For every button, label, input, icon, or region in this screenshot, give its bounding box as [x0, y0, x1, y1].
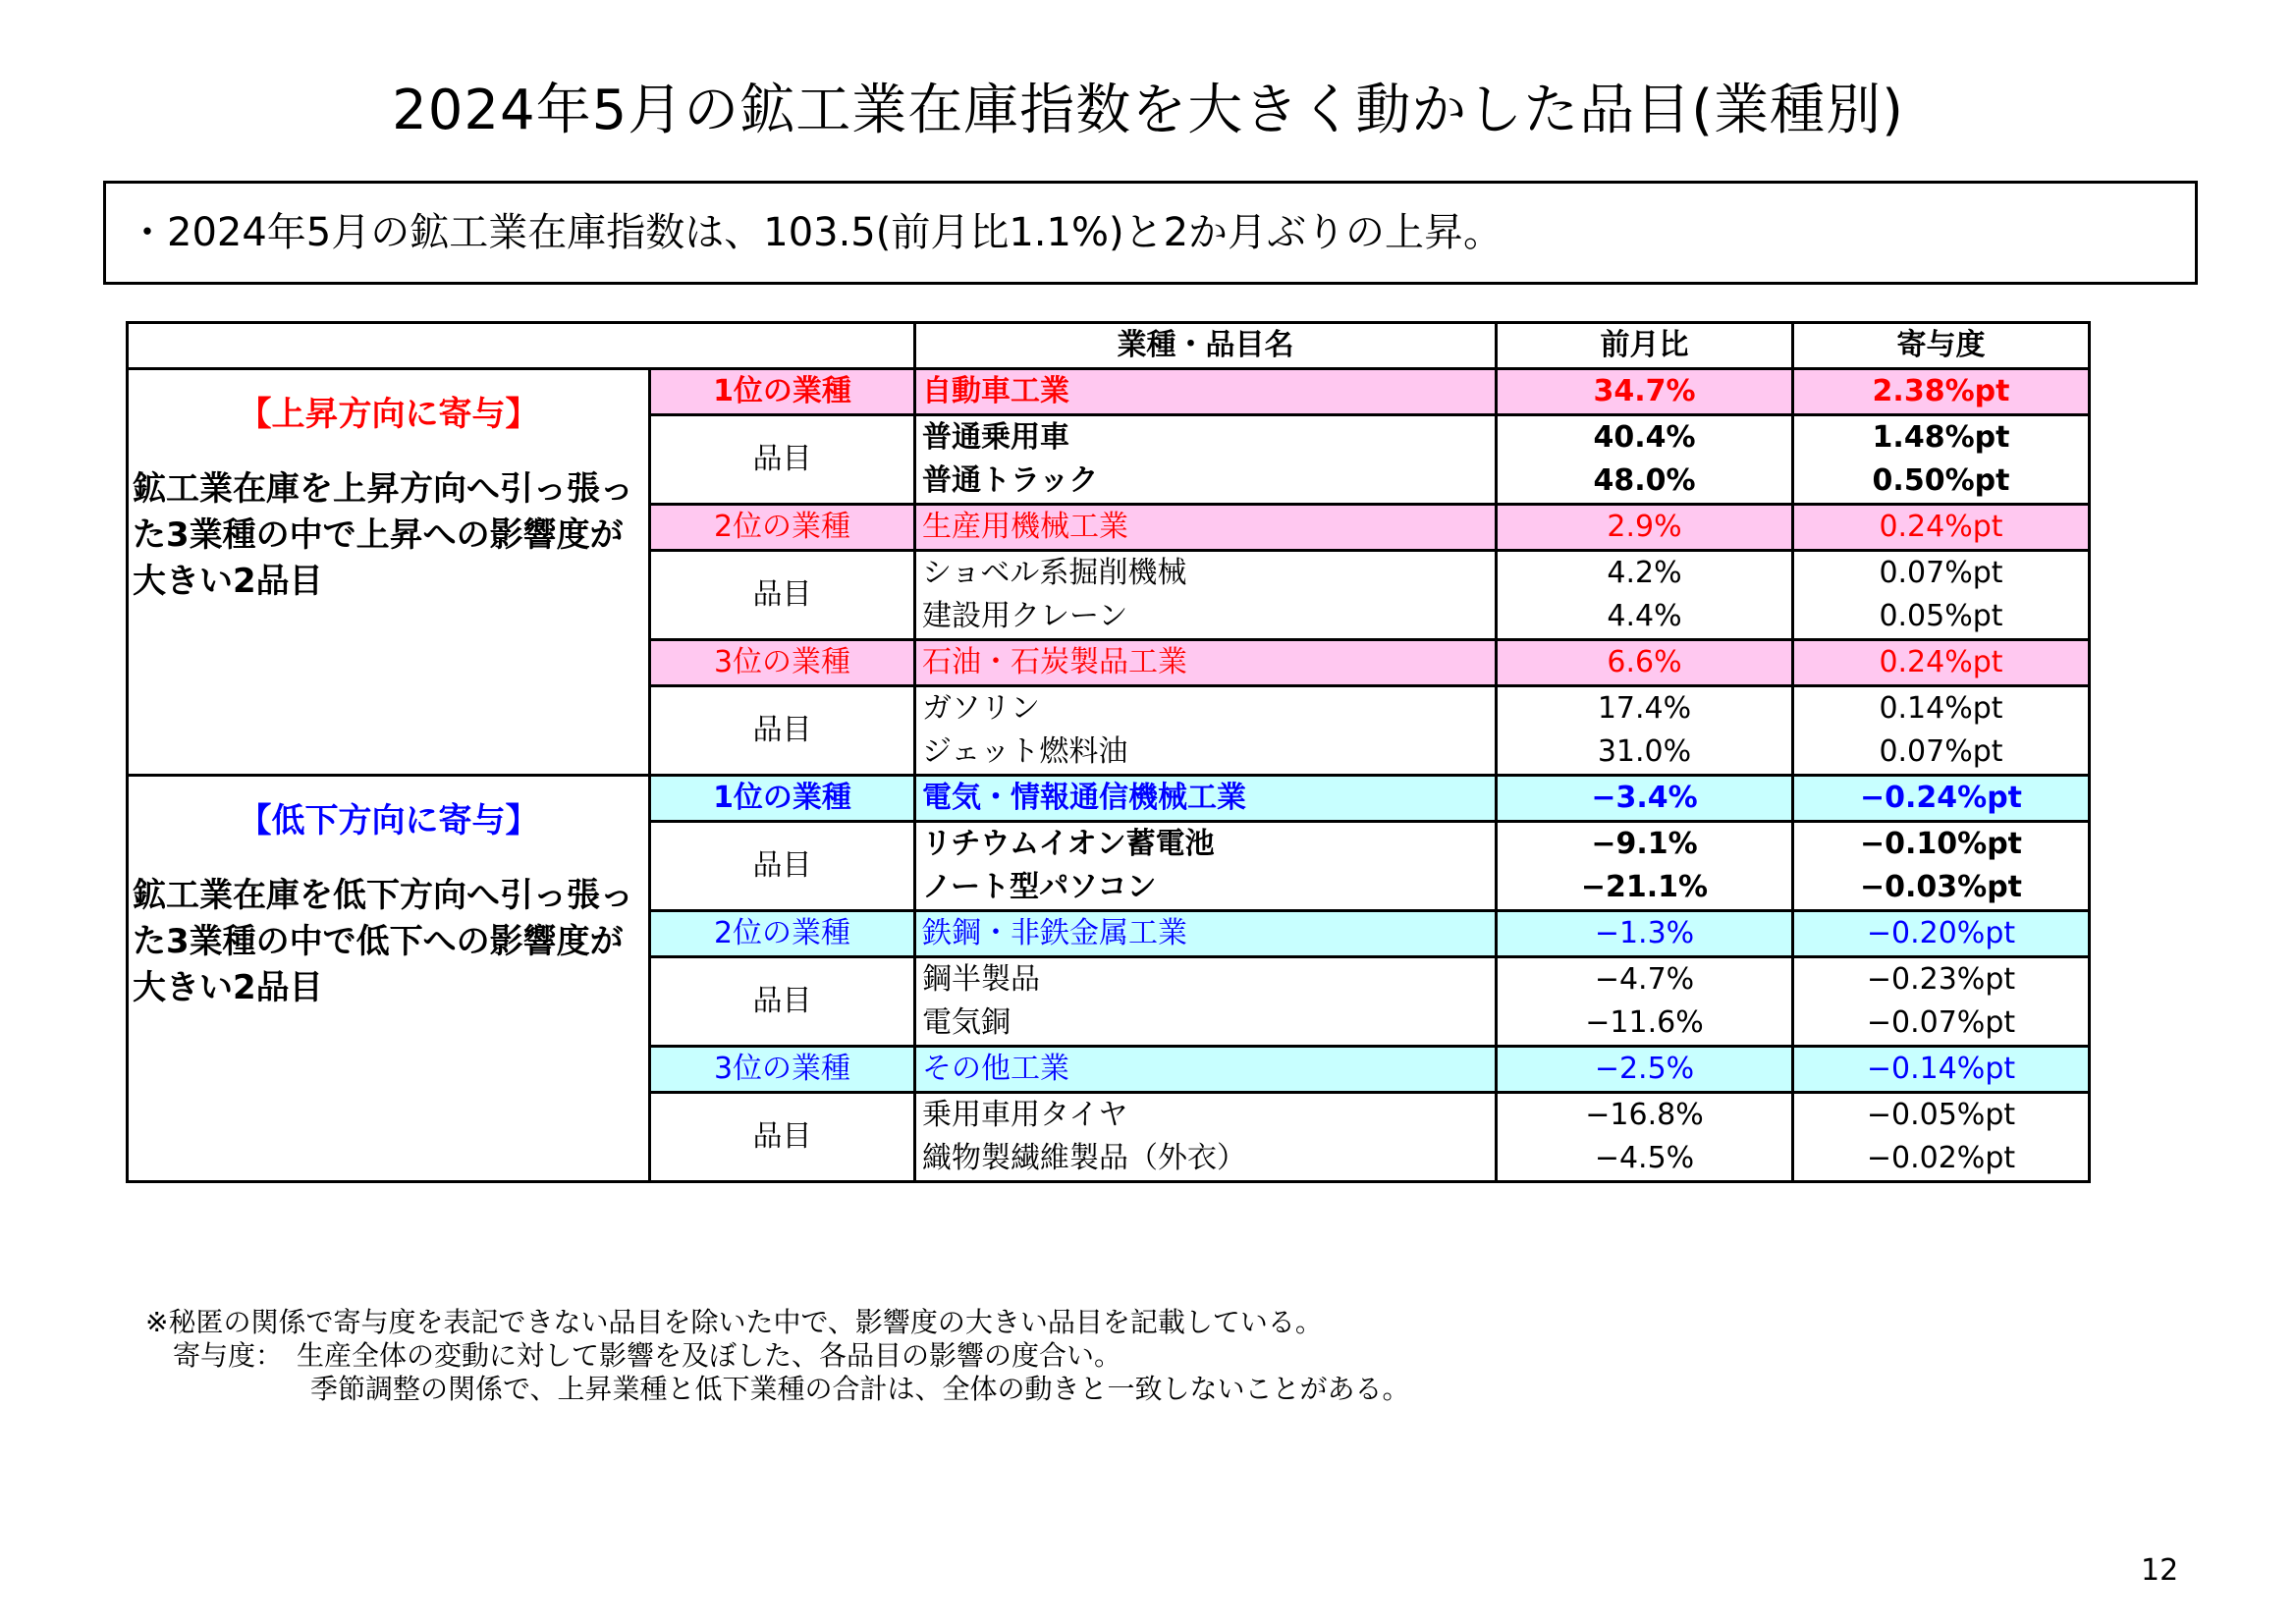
- table-header-row: [128, 323, 2090, 369]
- item-label: 品目: [650, 686, 915, 776]
- page-number: 12: [2141, 1553, 2179, 1588]
- item-contrib: 0.05%pt: [1793, 595, 2090, 640]
- industry-contrib: −0.24%pt: [1793, 776, 2090, 822]
- item-name: 建設用クレーン: [915, 595, 1497, 640]
- item-label: 品目: [650, 551, 915, 640]
- item-contrib: −0.03%pt: [1793, 866, 2090, 911]
- item-contrib: 0.50%pt: [1793, 460, 2090, 505]
- footnotes: [145, 1306, 1409, 1406]
- footnote-line: ※秘匿の関係で寄与度を表記できない品目を除いた中で、影響度の大きい品目を記載している。: [145, 1306, 1323, 1338]
- industry-mom: 2.9%: [1497, 505, 1793, 551]
- item-name: リチウムイオン蓄電池: [915, 822, 1497, 867]
- down-description: 鉱工業在庫を低下方向へ引っ張った3業種の中で低下への影響度が大きい2品目: [133, 876, 633, 1007]
- header-blank: [128, 323, 915, 369]
- item-name: ジェット燃料油: [915, 731, 1497, 776]
- item-mom: 48.0%: [1497, 460, 1793, 505]
- industry-mom: −2.5%: [1497, 1047, 1793, 1093]
- item-mom: 31.0%: [1497, 731, 1793, 776]
- item-contrib: 1.48%pt: [1793, 415, 2090, 460]
- industry-contrib: 0.24%pt: [1793, 505, 2090, 551]
- summary-box: ・2024年5月の鉱工業在庫指数は、103.5(前月比1.1%)と2か月ぶりの上昇。: [103, 181, 2198, 285]
- item-name: 電気銅: [915, 1001, 1497, 1047]
- industry-mom: 34.7%: [1497, 369, 1793, 415]
- item-name: ショベル系掘削機械: [915, 551, 1497, 596]
- industry-rank: 1位の業種: [650, 776, 915, 822]
- item-label: 品目: [650, 822, 915, 911]
- industry-name: 生産用機械工業: [915, 505, 1497, 551]
- item-mom: −16.8%: [1497, 1093, 1793, 1138]
- industry-contrib: −0.20%pt: [1793, 911, 2090, 957]
- header-mom: 前月比: [1497, 323, 1793, 369]
- item-label: 品目: [650, 1093, 915, 1182]
- industry-name: 自動車工業: [915, 369, 1497, 415]
- item-name: 普通乗用車: [915, 415, 1497, 460]
- industry-contrib: −0.14%pt: [1793, 1047, 2090, 1093]
- contribution-table: [126, 321, 2091, 1183]
- up-heading: 【上昇方向に寄与】: [238, 395, 539, 434]
- up-description: 鉱工業在庫を上昇方向へ引っ張った3業種の中で上昇への影響度が大きい2品目: [133, 469, 633, 601]
- item-name: 鋼半製品: [915, 957, 1497, 1002]
- industry-mom: −1.3%: [1497, 911, 1793, 957]
- item-contrib: 0.14%pt: [1793, 686, 2090, 731]
- item-mom: −4.7%: [1497, 957, 1793, 1002]
- header-name: 業種・品目名: [915, 323, 1497, 369]
- industry-name: 鉄鋼・非鉄金属工業: [915, 911, 1497, 957]
- industry-rank: 2位の業種: [650, 911, 915, 957]
- item-contrib: −0.23%pt: [1793, 957, 2090, 1002]
- item-contrib: 0.07%pt: [1793, 551, 2090, 596]
- industry-row: [128, 369, 2090, 415]
- item-name: 普通トラック: [915, 460, 1497, 505]
- footnote-line: 季節調整の関係で、上昇業種と低下業種の合計は、全体の動きと一致しないことがある。: [145, 1373, 1410, 1405]
- item-mom: −4.5%: [1497, 1137, 1793, 1182]
- down-heading: 【低下方向に寄与】: [238, 801, 539, 840]
- industry-row: [128, 776, 2090, 822]
- item-mom: 17.4%: [1497, 686, 1793, 731]
- item-name: ガソリン: [915, 686, 1497, 731]
- industry-contrib: 0.24%pt: [1793, 640, 2090, 686]
- item-mom: −9.1%: [1497, 822, 1793, 867]
- up-section-label: [128, 369, 650, 776]
- item-contrib: −0.02%pt: [1793, 1137, 2090, 1182]
- industry-name: 石油・石炭製品工業: [915, 640, 1497, 686]
- item-mom: −21.1%: [1497, 866, 1793, 911]
- item-contrib: −0.10%pt: [1793, 822, 2090, 867]
- item-label: 品目: [650, 957, 915, 1047]
- item-name: ノート型パソコン: [915, 866, 1497, 911]
- page-title: 2024年5月の鉱工業在庫指数を大きく動かした品目(業種別): [392, 79, 1904, 142]
- down-section-label: [128, 776, 650, 1182]
- item-contrib: −0.05%pt: [1793, 1093, 2090, 1138]
- industry-rank: 3位の業種: [650, 640, 915, 686]
- item-mom: −11.6%: [1497, 1001, 1793, 1047]
- industry-name: その他工業: [915, 1047, 1497, 1093]
- item-mom: 4.2%: [1497, 551, 1793, 596]
- industry-name: 電気・情報通信機械工業: [915, 776, 1497, 822]
- industry-mom: −3.4%: [1497, 776, 1793, 822]
- item-mom: 40.4%: [1497, 415, 1793, 460]
- item-mom: 4.4%: [1497, 595, 1793, 640]
- item-name: 織物製繊維製品（外衣）: [915, 1137, 1497, 1182]
- industry-rank: 3位の業種: [650, 1047, 915, 1093]
- item-name: 乗用車用タイヤ: [915, 1093, 1497, 1138]
- industry-rank: 1位の業種: [650, 369, 915, 415]
- item-label: 品目: [650, 415, 915, 505]
- header-contrib: 寄与度: [1793, 323, 2090, 369]
- footnote-line: 寄与度： 生産全体の変動に対して影響を及ぼした、各品目の影響の度合い。: [145, 1339, 1122, 1372]
- item-contrib: −0.07%pt: [1793, 1001, 2090, 1047]
- industry-contrib: 2.38%pt: [1793, 369, 2090, 415]
- industry-mom: 6.6%: [1497, 640, 1793, 686]
- industry-rank: 2位の業種: [650, 505, 915, 551]
- item-contrib: 0.07%pt: [1793, 731, 2090, 776]
